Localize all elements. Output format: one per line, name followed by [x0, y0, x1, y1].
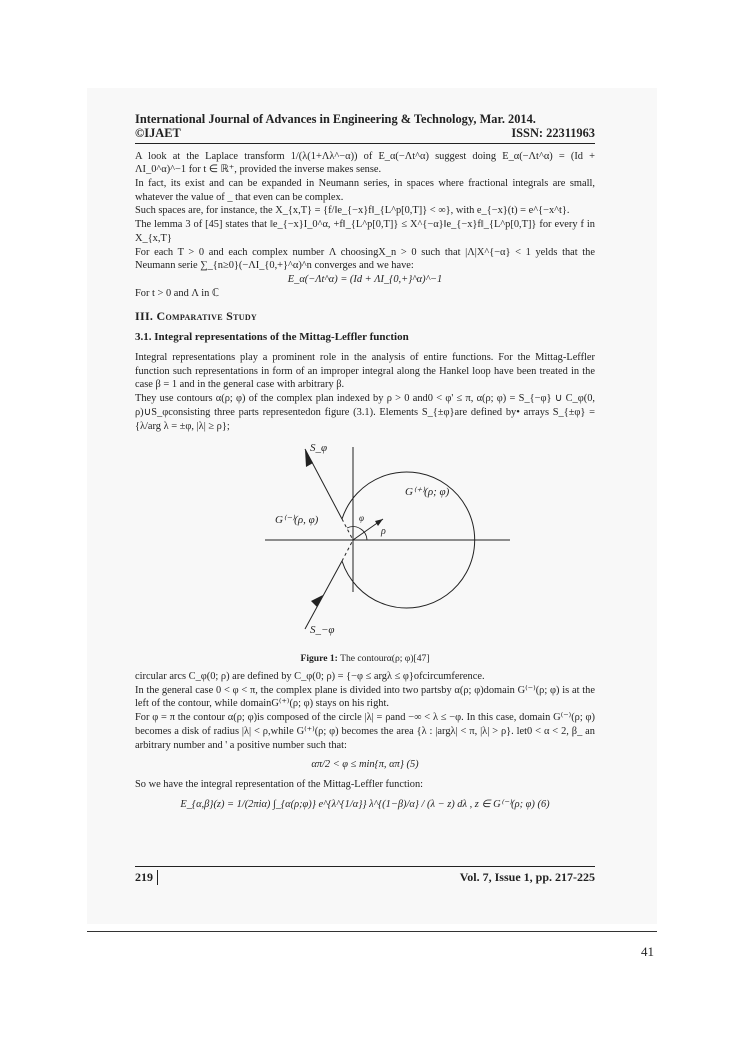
paragraph: Integral representations play a prominent role in the analysis of entire functions. For the Mittag-Leffler function such representations in form of an improper integral along the Hankel loop have been treated in the case β = 1 and in the general case with arbitrary β.	[135, 351, 595, 391]
paragraph: Such spaces are, for instance, the X_{x,T} = {f/‖e_{−x}f‖_{L^p[0,T]} < ∞}, with e_{−x}(t) = e^{−x^t}.	[135, 205, 570, 217]
paragraph: They use contours α(ρ; φ) of the complex plan indexed by ρ > 0 and0 < φ' ≤ π, α(ρ; φ) = S_{−φ} ∪ C_φ(0, ρ)∪S_φconsisting three parts representedon figure (3.1). Elements S_{±φ}are defined by• arrays S_{±φ} = {λ/arg λ = ±φ, |λ| ≥ ρ};	[135, 393, 595, 432]
paragraph: A look at the Laplace transform 1/(λ(1+Λλ^−α)) of E_α(−Λt^α) suggest doing E_α(−Λt^α) = (Id + ΛI_0^α)^−1 for t ∈ ℝ⁺, provided the inverse makes sense.	[135, 150, 595, 176]
equation-5: απ/2 < φ ≤ min{π, απ} (5)	[311, 759, 419, 771]
paper-page	[135, 112, 595, 818]
contour-figure	[135, 437, 595, 647]
paragraph: For each T > 0 and each complex number Λ choosingX_n > 0 such that |Λ|X^{−α} < 1 yelds that the Neumann serie ∑_{n≥0}(−ΛI_{0,+}^α)^n converges and we have:	[135, 246, 595, 272]
journal-title: International Journal of Advances in Engineering & Technology, Mar. 2014.	[135, 112, 536, 126]
journal-header-line	[135, 126, 595, 143]
ray-s-minus-phi	[305, 561, 342, 629]
label-g-minus: G⁽⁻⁾(ρ, φ)	[275, 514, 319, 527]
equation: E_α(−Λt^α) = (Id + ΛI_{0,+}^α)^−1	[287, 274, 443, 286]
ray-s-phi-dashed	[342, 519, 353, 540]
page-number: 41	[641, 944, 654, 959]
paragraph: In the general case 0 < φ < π, the complex plane is divided into two partsby α(ρ; φ)domain G⁽⁻⁾(ρ; φ) is at the left of the contour, while domainG⁽⁺⁾(ρ; φ) stays on his right.	[135, 684, 595, 710]
label-s-minus-phi: S_−φ	[310, 624, 335, 637]
paragraph: The lemma 3 of [45] states that ‖e_{−x}I_0^α, +f‖_{L^p[0,T]} ≤ X^{−α}‖e_{−x}f‖_{L^p[0,T]} for every f in X_{x,T}	[135, 219, 595, 244]
issn: ISSN: 22311963	[511, 126, 595, 141]
ray-arrow-down	[311, 595, 323, 607]
equation-6: E_{α,β}(z) = 1/(2πiα) ∫_{α(ρ;φ)} e^{λ^{1/α}} λ^{(1−β)/α} / (λ − z) dλ , z ∈ G⁽⁻⁾(ρ; φ) (6)	[180, 798, 550, 810]
paragraph: circular arcs C_φ(0; ρ) are defined by C_φ(0; ρ) = {−φ ≤ argλ ≤ φ}ofcircumference.	[135, 671, 485, 683]
footer-page: 219	[135, 870, 158, 885]
bottom-rule	[87, 931, 657, 932]
label-s-phi: S_φ	[310, 442, 328, 455]
figure-caption	[135, 653, 595, 666]
paragraph: For t > 0 and Λ in ℂ	[135, 287, 220, 299]
label-rho: ρ	[381, 526, 386, 538]
label-phi: φ	[359, 513, 364, 524]
paragraph: For φ = π the contour α(ρ; φ)is composed of the circle |λ| = ρand −∞ < λ ≤ −φ. In this case, domain G⁽⁻⁾(ρ; φ) becomes a disk of radius |λ| < ρ,while G⁽⁺⁾(ρ; φ) becomes the area {λ : |argλ| < π, |λ| > ρ}. let0 < α < 2, β_ an arbitrary number and ' a positive number such that:	[135, 712, 595, 751]
paragraph: So we have the integral representation of the Mittag-Leffler function:	[135, 779, 424, 791]
label-g-plus: G⁽⁺⁾(ρ; φ)	[405, 486, 450, 499]
angle-arc	[347, 527, 367, 540]
page-footer	[135, 866, 595, 885]
section-heading: III. Comparative Study	[135, 308, 257, 323]
contour-diagram	[135, 437, 595, 647]
subsection-heading: 3.1. Integral representations of the Mittag-Leffler function	[135, 331, 409, 344]
paragraph: In fact, its exist and can be expanded in Neumann series, in spaces where fractional integrals are small, whatever the value of _ that even can be complex.	[135, 178, 595, 203]
caption-label: Figure 1:	[300, 653, 338, 665]
ray-s-minus-phi-dashed	[342, 540, 353, 561]
caption-text: The contourα(ρ; φ)[47]	[340, 653, 430, 665]
publisher: ©IJAET	[135, 126, 181, 141]
footer-volume: Vol. 7, Issue 1, pp. 217-225	[459, 870, 595, 884]
